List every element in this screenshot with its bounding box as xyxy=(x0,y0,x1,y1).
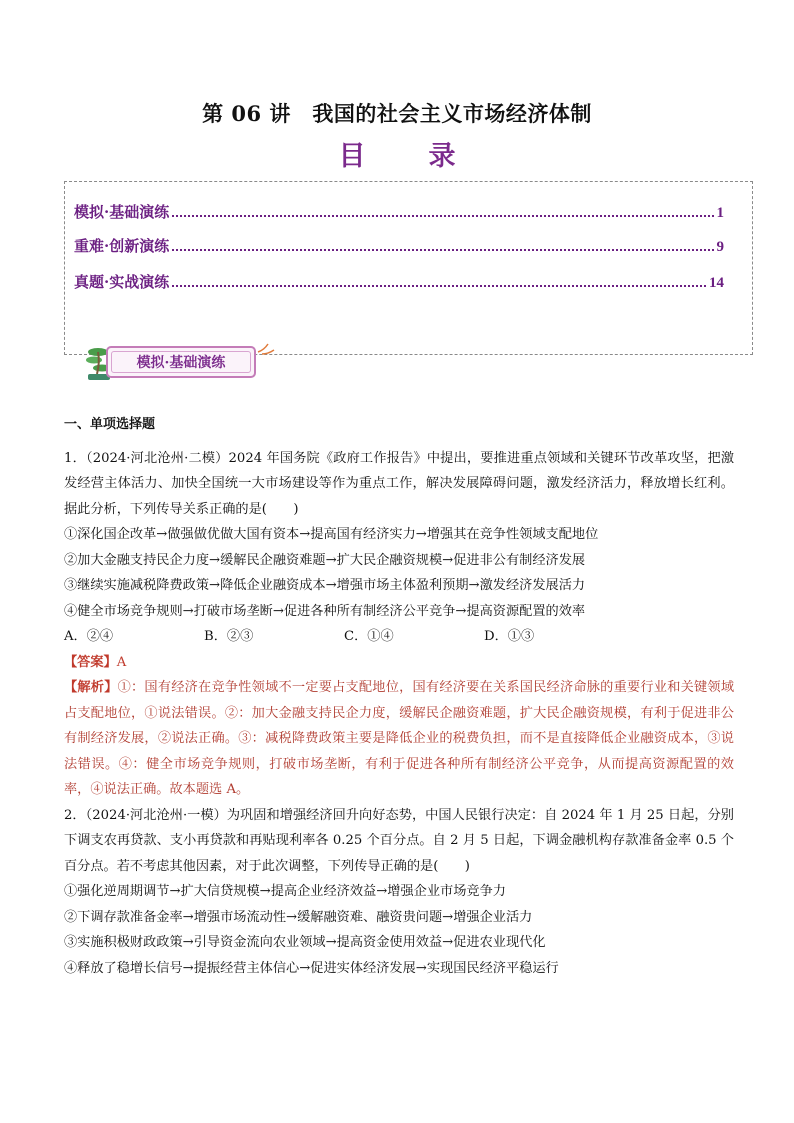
question-1-options xyxy=(64,624,734,650)
toc-leader-dots xyxy=(172,249,713,251)
table-of-contents xyxy=(64,181,753,355)
option-c[interactable]: C．①④ xyxy=(344,629,394,644)
question-2-stem: 2．（2024·河北沧州·一模）为巩固和增强经济回升向好态势，中国人民银行决定：自 2024 年 1 月 25 日起，分别下调支农再贷款、支小再贷款和再贴现利率各 0.25 个百分点。自 2 月 5 日起，下调金融机构存款准备金率 0.5 个百分点。若不考虑其他因素，对于此次调整，下列传导正确的是( ) xyxy=(64,807,734,874)
badge-frame xyxy=(106,346,256,378)
question-2-item: ②下调存款准备金率→增强市场流动性→缓解融资难、融资贵问题→增强企业活力 xyxy=(64,909,533,925)
option-d[interactable]: D．①③ xyxy=(484,629,535,644)
toc-leader-dots xyxy=(172,285,706,287)
answer-tag: 【答案】 xyxy=(64,654,117,670)
badge-label: 模拟·基础演练 xyxy=(136,355,226,371)
page-title: 第 06 讲 我国的社会主义市场经济体制 xyxy=(202,101,592,126)
answer-value: A xyxy=(116,654,127,670)
analysis-text: ①：国有经济在竞争性领域不一定要占支配地位，国有经济要在关系国民经济命脉的重要行业和关键领域占支配地位，①说法错误。②：加大金融支持民企力度，缓解民企融资难题，扩大民企融资规模，有利于促进非公有制经济发展，②说法正确。③：减税降费政策主要是降低企业的税费负担，而不是直接降低企业融资成本，③说法错误。④：健全市场竞争规则，打破市场垄断，有利于促进各种所有制经济公平竞争，从而提高资源配置的效率，④说法正确。故本题选 A。 xyxy=(64,680,735,797)
toc-item-page: 14 xyxy=(709,275,724,291)
question-1-item: ②加大金融支持民企力度→缓解民企融资难题→扩大民企融资规模→促进非公有制经济发展 xyxy=(64,552,586,568)
toc-item-innovation[interactable] xyxy=(74,230,724,256)
question-1-item: ①深化国企改革→做强做优做大国有资本→提高国有经济实力→增强其在竞争性领域支配地位 xyxy=(64,527,599,542)
question-1-stem: 1．（2024·河北沧州·二模）2024 年国务院《政府工作报告》中提出，要推进重点领域和关键环节改革攻坚，把激发经营主体活力、加快全国统一大市场建设等作为重点工作，解决发展障碍问题，激发经济活力，释放增长红利。据此分析，下列传导关系正确的是( ) xyxy=(64,450,734,517)
toc-item-label: 模拟·基础演练 xyxy=(74,203,170,221)
toc-leader-dots xyxy=(172,215,713,217)
question-content xyxy=(64,412,734,981)
question-1-item: ③继续实施减税降费政策→降低企业融资成本→增强市场主体盈利预期→激发经济发展活力 xyxy=(64,578,586,593)
question-1-item: ④健全市场竞争规则→打破市场垄断→促进各种所有制经济公平竞争→提高资源配置的效率 xyxy=(64,603,586,619)
analysis-tag: 【解析】 xyxy=(64,680,118,695)
question-2-item: ③实施积极财政政策→引导资金流向农业领域→提高资金使用效益→促进农业现代化 xyxy=(64,935,546,950)
toc-item-basic[interactable] xyxy=(74,196,724,222)
question-2-item: ①强化逆周期调节→扩大信贷规模→提高企业经济效益→增强企业市场竞争力 xyxy=(64,884,506,899)
toc-heading: 目 录 xyxy=(338,141,474,172)
section-badge xyxy=(84,340,284,386)
question-2-item: ④释放了稳增长信号→提振经营主体信心→促进实体经济发展→实现国民经济平稳运行 xyxy=(64,960,559,976)
option-a[interactable]: A．②④ xyxy=(64,629,114,644)
toc-item-label: 重难·创新演练 xyxy=(74,237,170,255)
toc-item-page: 1 xyxy=(716,205,724,221)
toc-item-label: 真题·实战演练 xyxy=(74,273,170,291)
toc-item-real-exam[interactable] xyxy=(74,266,724,292)
question-1-analysis xyxy=(64,675,734,803)
section-title: 一、单项选择题 xyxy=(64,417,156,432)
toc-item-page: 9 xyxy=(716,239,724,255)
question-1-answer xyxy=(64,650,734,676)
option-b[interactable]: B．②③ xyxy=(204,629,254,644)
